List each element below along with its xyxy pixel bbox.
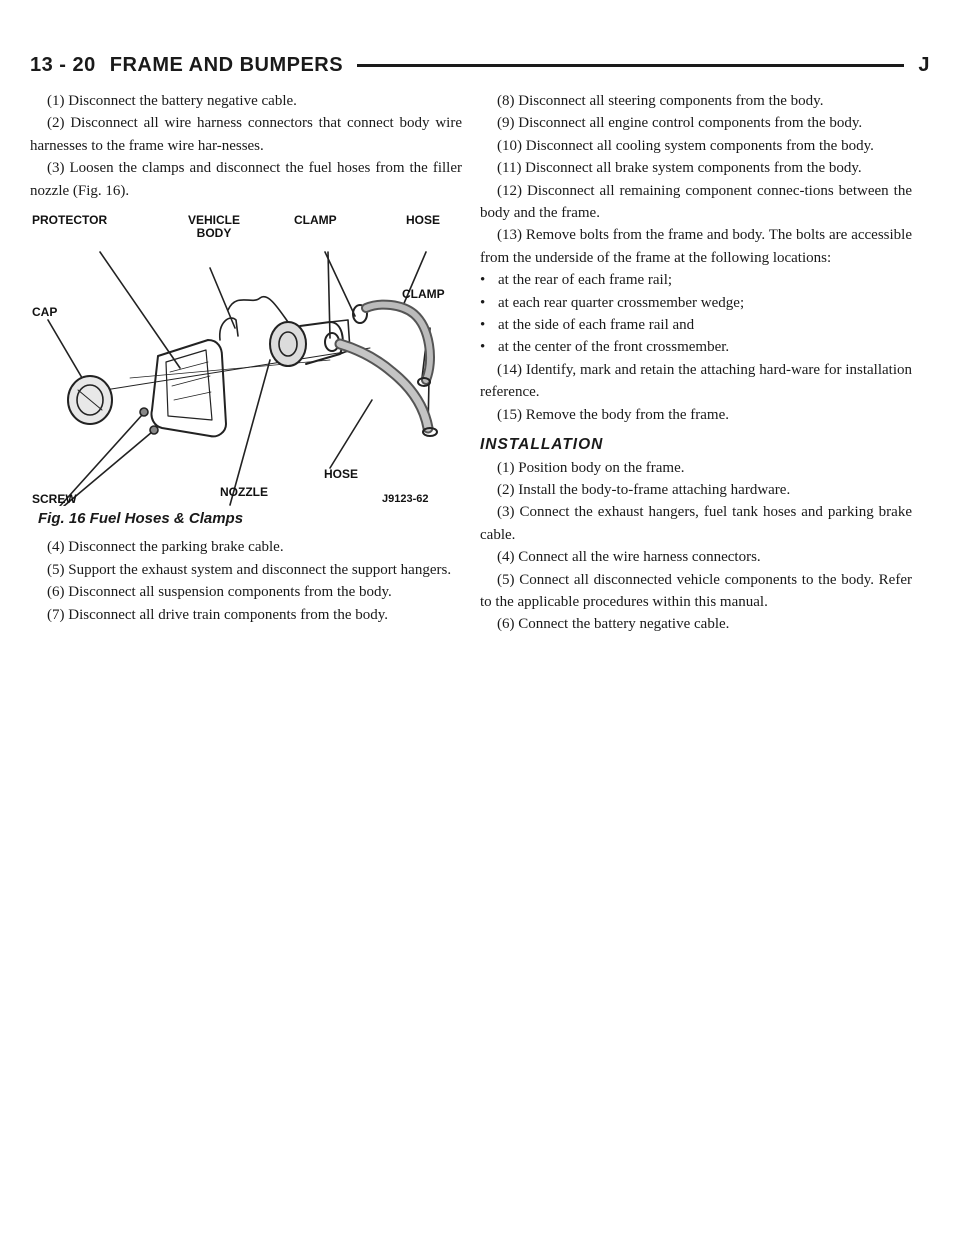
label-clamp-right: CLAMP [402, 287, 445, 302]
install-step-2: (2) Install the body-to-frame attaching hardware. [497, 481, 791, 498]
step-13: (13) Remove bolts from the frame and body. The bolts are accessible from the underside of the frame at the following locations: [480, 227, 912, 266]
page-header [30, 50, 930, 80]
header-rule [357, 64, 904, 67]
step-2: (2) Disconnect all wire harness connectors that connect body wire harnesses to the frame wire har-nesses. [30, 115, 462, 154]
step-8: (8) Disconnect all steering components from the body. [497, 93, 824, 109]
list-item: • at the side of each frame rail and [480, 317, 695, 334]
leader-screw-b [64, 432, 152, 506]
step-7: (7) Disconnect all drive train components from the body. [47, 606, 389, 623]
step-14: (14) Identify, mark and retain the attaching hard-ware for installation reference. [480, 361, 912, 401]
step-4: (4) Disconnect the parking brake cable. [47, 539, 284, 556]
figure-id: J9123-62 [382, 493, 429, 506]
figure-caption: Fig. 16 Fuel Hoses & Clamps [38, 510, 244, 528]
install-step-6: (6) Connect the battery negative cable. [497, 616, 730, 633]
install-step-3: (3) Connect the exhaust hangers, fuel tank hoses and parking brake cable. [480, 504, 912, 543]
step-11: (11) Disconnect all brake system components from the body. [497, 160, 862, 177]
left-column [30, 90, 462, 626]
label-clamp-top: CLAMP [294, 213, 337, 228]
step-3: (3) Loosen the clamps and disconnect the fuel hoses from the filler nozzle (Fig. 16). [30, 160, 462, 199]
label-protector: PROTECTOR [32, 213, 108, 228]
label-cap: CAP [32, 305, 58, 320]
leader-protector [100, 252, 180, 368]
step-5: (5) Support the exhaust system and disconnect the support hangers. [47, 561, 452, 578]
leader-vehicle-body [210, 268, 235, 328]
header-letter: J [918, 53, 930, 76]
installation-heading: INSTALLATION [480, 436, 604, 454]
step-6: (6) Disconnect all suspension components from the body. [47, 584, 392, 601]
label-hose-top: HOSE [406, 213, 441, 228]
leader-nozzle [230, 360, 270, 505]
install-step-4: (4) Connect all the wire harness connectors. [497, 549, 761, 566]
figure-16 [30, 210, 462, 506]
fuel-filler-illustration [30, 210, 462, 506]
page-number: 13 - 20 [30, 53, 96, 76]
label-vehicle-body: VEHICLE BODY [187, 213, 240, 241]
right-column [480, 90, 912, 636]
leader-hose-bottom [330, 400, 372, 468]
step-12: (12) Disconnect all remaining component connec-tions between the body and the frame. [480, 182, 912, 222]
install-step-1: (1) Position body on the frame. [497, 459, 685, 476]
install-step-5: (5) Connect all disconnected vehicle components to the body. Refer to the applicable procedures within this manual. [480, 571, 912, 610]
label-nozzle: NOZZLE [220, 485, 268, 500]
step-10: (10) Disconnect all cooling system components from the body. [497, 137, 874, 154]
step-9: (9) Disconnect all engine control components from the body. [497, 115, 863, 132]
section-title: FRAME AND BUMPERS [109, 53, 344, 76]
label-hose-bottom: HOSE [324, 467, 359, 482]
step-15: (15) Remove the body from the frame. [497, 406, 730, 423]
list-item: • at the center of the front crossmember. [480, 339, 730, 356]
list-item: • at each rear quarter crossmember wedge; [480, 294, 745, 311]
list-item: • at the rear of each frame rail; [480, 272, 673, 289]
leader-clamp-top-b [328, 252, 330, 338]
step-1: (1) Disconnect the battery negative cable. [47, 93, 297, 109]
label-screw: SCREW [32, 492, 77, 507]
